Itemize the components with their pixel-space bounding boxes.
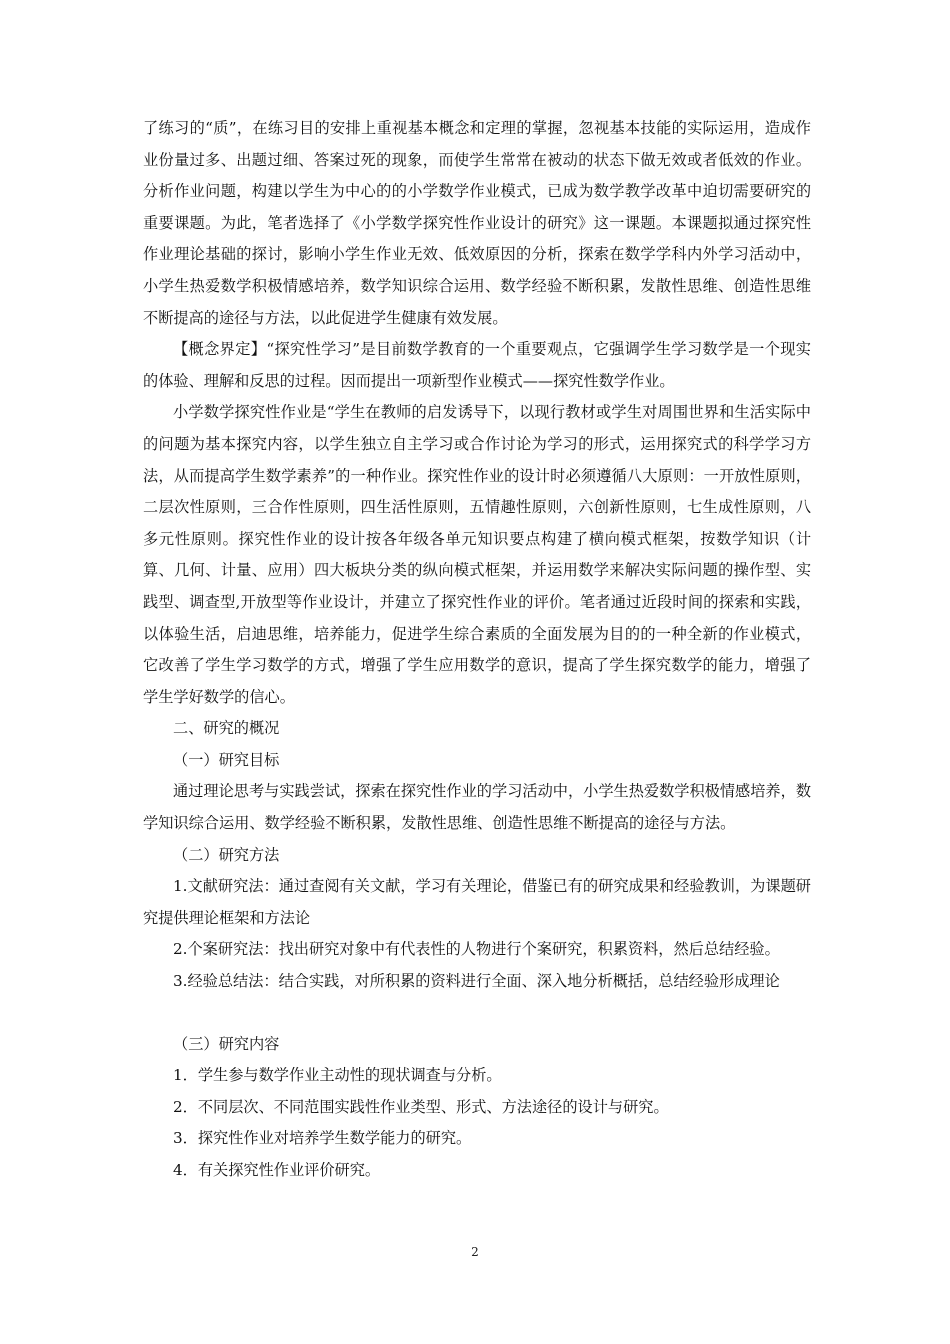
subheading-research-content: （三）研究内容 [173, 1034, 280, 1053]
section-heading-research-overview: 二、研究的概况 [173, 719, 280, 738]
document-body [143, 113, 811, 1187]
content-item-3: 3．探究性作业对培养学生数学能力的研究。 [173, 1129, 472, 1148]
paragraph-inquiry-homework: 小学数学探究性作业是“学生在教师的启发诱导下，以现行教材或学生对周围世界和生活实际中的问题为基本探究内容，以学生独立自主学习或合作讨论为学习的形式，运用探究式的科学学习方法，从而提高学生数学素养”的一种作业。探究性作业的设计时必须遵循八大原则：一开放性原则，二层次性原则，三合作性原则，四生活性原则，五情趣性原则，六创新性原则，七生成性原则，八多元性原则。探究性作业的设计按各年级各单元知识要点构建了横向模式框架，按数学知识（计算、几何、计量、应用）四大板块分类的纵向模式框架，并运用数学来解决实际问题的操作型、实践型、调查型,开放型等作业设计，并建立了探究性作业的评价。笔者通过近段时间的探索和实践，以体验生活，启迪思维，培养能力，促进学生综合素质的全面发展为目的的一种全新的作业模式，它改善了学生学习数学的方式，增强了学生应用数学的意识，提高了学生探究数学的能力，增强了学生学好数学的信心。 [143, 403, 811, 706]
page-number: 2 [471, 1245, 479, 1259]
subheading-research-goals: （一）研究目标 [173, 750, 280, 769]
content-item-2: 2．不同层次、不同范围实践性作业类型、形式、方法途径的设计与研究。 [173, 1097, 669, 1116]
method-item-literature: 1.文献研究法：通过查阅有关文献，学习有关理论，借鉴已有的研究成果和经验教训，为课题研究提供理论框架和方法论 [143, 877, 811, 927]
method-item-case-study: 2.个案研究法：找出研究对象中有代表性的人物进行个案研究，积累资料，然后总结经验。 [173, 940, 780, 959]
subheading-research-methods: （二）研究方法 [173, 845, 280, 864]
content-item-1: 1．学生参与数学作业主动性的现状调查与分析。 [173, 1066, 502, 1085]
method-item-experience-summary: 3.经验总结法：结合实践，对所积累的资料进行全面、深入地分析概括，总结经验形成理论 [173, 972, 780, 991]
paragraph-concept-definition: 【概念界定】“探究性学习”是目前数学教育的一个重要观点，它强调学生学习数学是一个现实的体验、理解和反思的过程。因而提出一项新型作业模式——探究性数学作业。 [143, 340, 811, 390]
content-item-4: 4．有关探究性作业评价研究。 [173, 1161, 381, 1179]
paragraph-research-goals: 通过理论思考与实践尝试，探索在探究性作业的学习活动中，小学生热爱数学积极情感培养，数学知识综合运用、数学经验不断积累，发散性思维、创造性思维不断提高的途径与方法。 [143, 782, 811, 833]
paragraph-continuation: 了练习的“质”，在练习目的安排上重视基本概念和定理的掌握，忽视基本技能的实际运用，造成作业份量过多、出题过细、答案过死的现象，而使学生常常在被动的状态下做无效或者低效的作业。分析作业问题，构建以学生为中心的的小学数学作业模式，已成为数学教学改革中迫切需要研究的重要课题。为此，笔者选择了《小学数学探究性作业设计的研究》这一课题。本课题拟通过探究性作业理论基础的探讨，影响小学生作业无效、低效原因的分析，探索在数学学科内外学习活动中，小学生热爱数学积极情感培养，数学知识综合运用、数学经验不断积累，发散性思维、创造性思维不断提高的途径与方法，以此促进学生健康有效发展。 [143, 119, 811, 327]
blank-line [143, 998, 811, 1029]
